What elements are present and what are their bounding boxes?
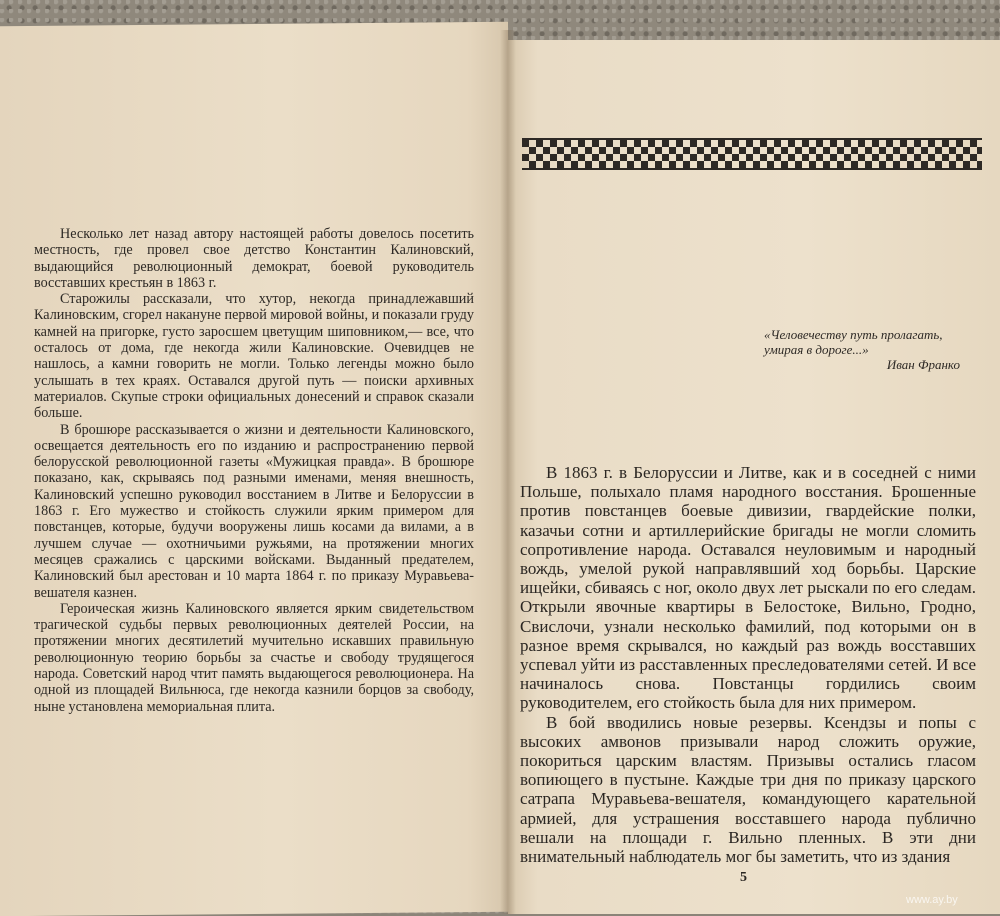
left-paragraph: Несколько лет назад автору настоящей работы довелось посетить местность, где провел свое детство Константин Калиновский, выдающийся революционный демократ, боевой руководитель восставших крестьян в 1863 г. [34, 226, 474, 291]
epigraph-quote: «Человечеству путь пролагать, умирая в дороге...» [764, 327, 943, 357]
right-page-text [520, 463, 976, 866]
right-paragraph: В 1863 г. в Белоруссии и Литве, как и в соседней с ними Польше, полыхало пламя народного восстания. Брошенные против повстанцев боевые дивизии, гвардейские полки, казачьи сотни и артиллерийские бригады не могли сломить сопротивление народа. Оставался неуловимым и народный вождь, умелой рукой направлявший ход борьбы. Царские ищейки, сбиваясь с ног, около двух лет рыскали по его следам. Открыли явочные квартиры в Белостоке, Вильно, Гродно, Свислочи, узнали несколько фамилий, под которыми он в разное время скрывался, но каждый раз вождь восставших успевал уйти из расставленных преследователями сетей. И все начиналось снова. Повстанцы гордились своим руководителем, его стойкость была для них примером. [520, 463, 976, 713]
epigraph [764, 327, 974, 372]
decorative-ornament-band [522, 138, 982, 170]
show-through-text [110, 128, 129, 166]
left-paragraph: Старожилы рассказали, что хутор, некогда принадлежавший Калиновским, сгорел накануне первой мировой войны, и показали груду камней на пригорке, густо заросшем цветущим шиповником,— все, что осталось от дома, где некогда жили Калиновские. Очевидцев не нашлось, а камни говорить не могли. Только легенды можно было услышать в тех краях. Оставался другой путь — поиски архивных материалов. Скупые строки официальных донесений и справок сказали больше. [34, 291, 474, 422]
page-number: 5 [740, 870, 747, 885]
epigraph-author: Иван Франко [886, 357, 960, 372]
left-paragraph: В брошюре рассказывается о жизни и деятельности Калиновского, освещается деятельность его по изданию и распространению первой белорусской революционной газеты «Мужицкая правда». В брошюре показано, как, скрываясь под разными именами, меняя внешность, Калиновский успешно руководил восстанием в Литве и Белоруссии в 1863 г. Его мужество и стойкость служили ярким примером для повстанцев, которые, будучи вооружены лишь косами да вилами, а в лучшем случае — охотничьими ружьями, на протяжении многих месяцев сражались с царскими войсками. Выданный предателем, Калиновский был арестован и 10 марта 1864 г. по приказу Муравьева-вешателя казнен. [34, 421, 474, 601]
watermark: www.ay.by [906, 894, 958, 906]
book-gutter [500, 30, 516, 914]
left-paragraph: Героическая жизнь Калиновского является ярким свидетельством трагической судьбы первых революционных деятелей России, на протяжении многих десятилетий мучительно искавших правильную революционную теорию борьбы за счастье и свободу трудящегося народа. Советский народ чтит память выдающегося революционера. На одной из площадей Вильнюса, где некогда казнили борцов за свободу, ныне установлена мемориальная плита. [34, 600, 474, 715]
right-paragraph: В бой вводились новые резервы. Ксендзы и попы с высоких амвонов призывали народ сложить оружие, покориться царским властям. Призывы остались гласом вопиющего в пустыне. Каждые три дня по приказу царского сатрапа Муравьева-вешателя, командующего карательной армией, для устрашения восставшего народа публично вешали на площади г. Вильно пленных. В эти дни внимательный наблюдатель мог бы заметить, что из здания [520, 712, 976, 867]
left-page-text [34, 226, 474, 715]
